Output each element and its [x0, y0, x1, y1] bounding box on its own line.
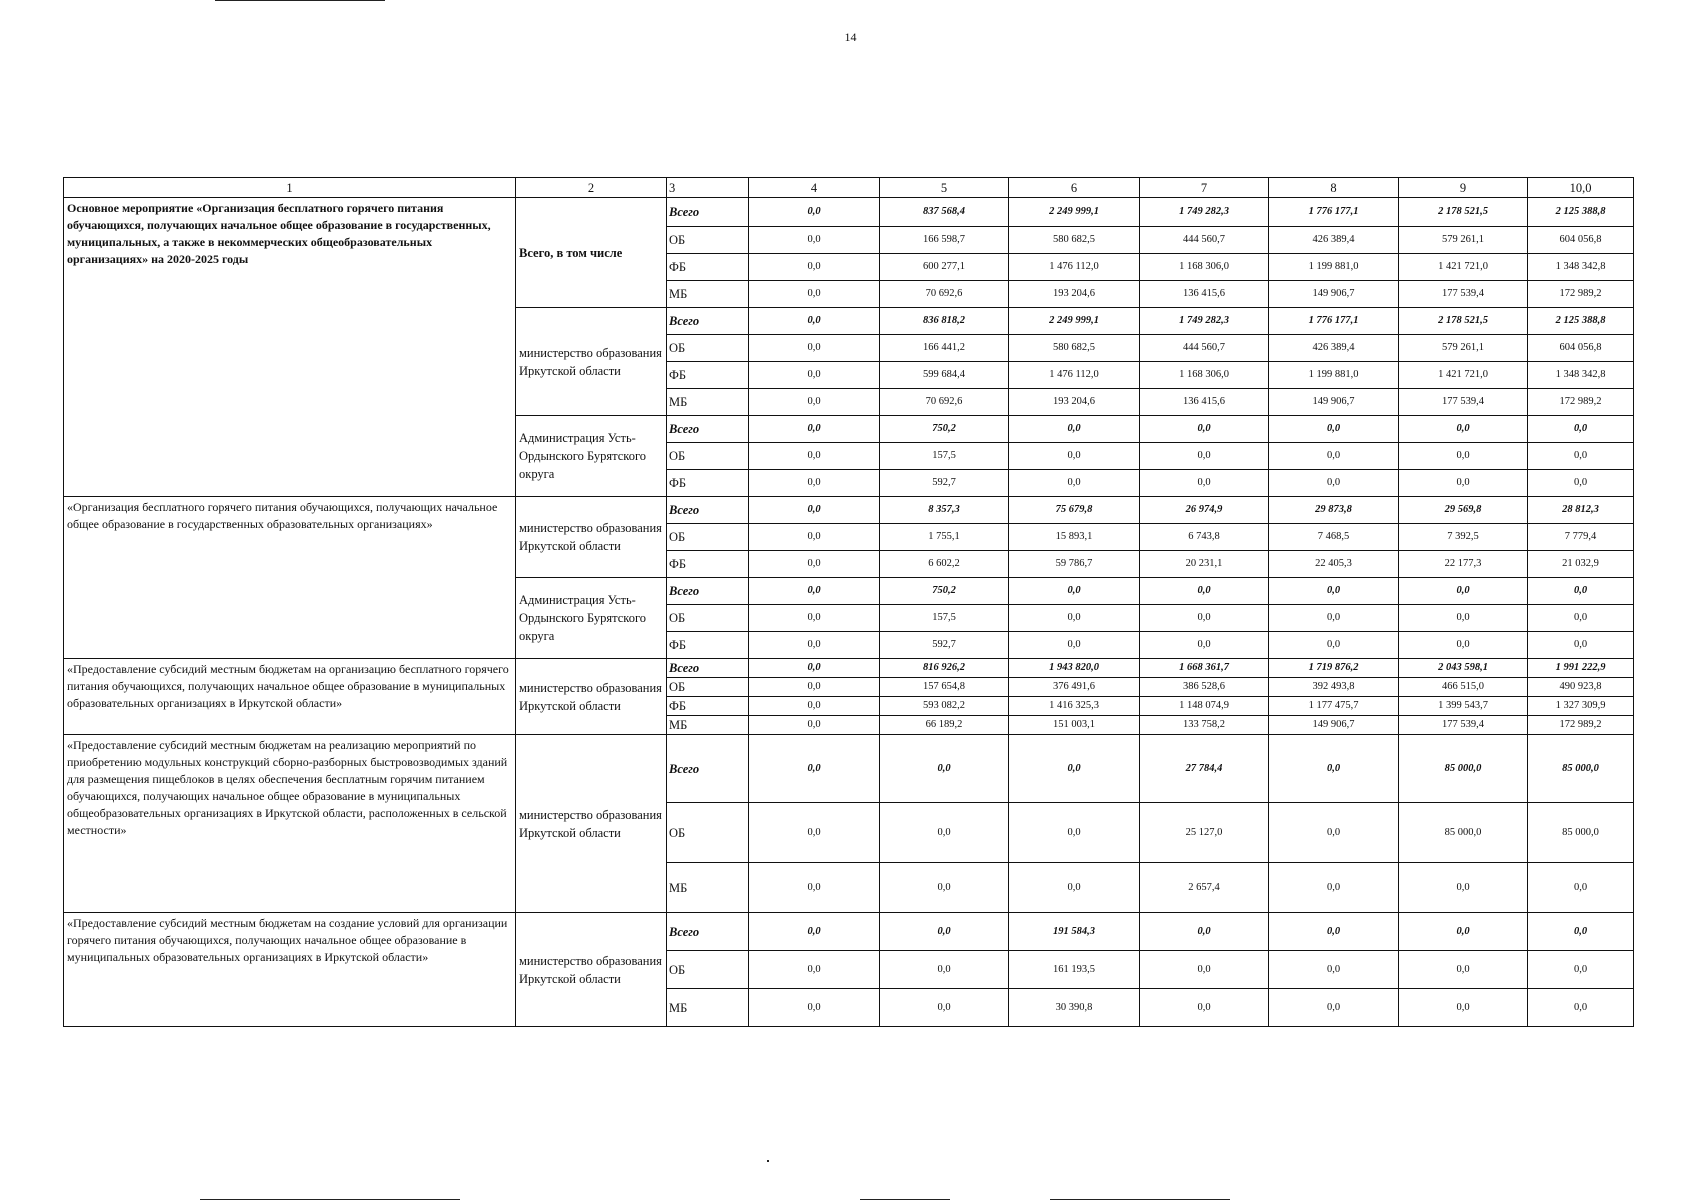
amount-cell: 7 779,4	[1528, 524, 1634, 551]
amount-cell: 25 127,0	[1140, 803, 1269, 863]
funding-source: ОБ	[667, 803, 749, 863]
amount-cell: 0,0	[749, 497, 880, 524]
amount-cell: 592,7	[880, 632, 1009, 659]
amount-cell: 0,0	[1009, 735, 1140, 803]
amount-cell: 75 679,8	[1009, 497, 1140, 524]
amount-cell: 0,0	[1009, 470, 1140, 497]
amount-cell: 157,5	[880, 443, 1009, 470]
funding-source: ОБ	[667, 951, 749, 989]
amount-cell: 0,0	[749, 281, 880, 308]
amount-cell: 0,0	[749, 863, 880, 913]
amount-cell: 70 692,6	[880, 389, 1009, 416]
scan-artifact	[215, 0, 385, 1]
funding-source: ФБ	[667, 551, 749, 578]
amount-cell: 85 000,0	[1528, 735, 1634, 803]
header-cell: 3	[667, 178, 749, 198]
amount-cell: 750,2	[880, 578, 1009, 605]
amount-cell: 1 776 177,1	[1269, 308, 1399, 335]
amount-cell: 0,0	[749, 389, 880, 416]
amount-cell: 392 493,8	[1269, 678, 1399, 697]
table-body	[64, 178, 1634, 1027]
amount-cell: 27 784,4	[1140, 735, 1269, 803]
table-header-row	[64, 178, 1634, 198]
amount-cell: 1 168 306,0	[1140, 254, 1269, 281]
measure-description: «Организация бесплатного горячего питания обучающихся, получающих начальное общее образование в государственных образовательных организациях»	[64, 497, 516, 659]
funding-source: ФБ	[667, 362, 749, 389]
amount-cell: 0,0	[1269, 951, 1399, 989]
amount-cell: 0,0	[1140, 605, 1269, 632]
executor-name: министерство образования Иркутской области	[516, 913, 667, 1027]
amount-cell: 0,0	[1140, 951, 1269, 989]
funding-source: ФБ	[667, 254, 749, 281]
amount-cell: 0,0	[749, 803, 880, 863]
funding-source: Всего	[667, 578, 749, 605]
amount-cell: 1 991 222,9	[1528, 659, 1634, 678]
funding-source: Всего	[667, 659, 749, 678]
funding-source: Всего	[667, 497, 749, 524]
amount-cell: 0,0	[880, 989, 1009, 1027]
amount-cell: 0,0	[1399, 913, 1528, 951]
amount-cell: 376 491,6	[1009, 678, 1140, 697]
amount-cell: 0,0	[1269, 605, 1399, 632]
amount-cell: 604 056,8	[1528, 335, 1634, 362]
executor-name: министерство образования Иркутской области	[516, 497, 667, 578]
amount-cell: 1 416 325,3	[1009, 697, 1140, 716]
amount-cell: 29 569,8	[1399, 497, 1528, 524]
funding-source: ОБ	[667, 335, 749, 362]
amount-cell: 0,0	[749, 335, 880, 362]
amount-cell: 2 043 598,1	[1399, 659, 1528, 678]
amount-cell: 0,0	[1528, 863, 1634, 913]
amount-cell: 1 327 309,9	[1528, 697, 1634, 716]
amount-cell: 837 568,4	[880, 198, 1009, 227]
amount-cell: 0,0	[749, 524, 880, 551]
amount-cell: 22 405,3	[1269, 551, 1399, 578]
amount-cell: 85 000,0	[1528, 803, 1634, 863]
funding-source: Всего	[667, 198, 749, 227]
amount-cell: 604 056,8	[1528, 227, 1634, 254]
amount-cell: 0,0	[880, 863, 1009, 913]
amount-cell: 0,0	[1009, 803, 1140, 863]
amount-cell: 2 249 999,1	[1009, 308, 1140, 335]
amount-cell: 426 389,4	[1269, 227, 1399, 254]
amount-cell: 0,0	[1269, 913, 1399, 951]
amount-cell: 177 539,4	[1399, 716, 1528, 735]
amount-cell: 166 598,7	[880, 227, 1009, 254]
amount-cell: 0,0	[1009, 443, 1140, 470]
funding-table	[63, 177, 1634, 1027]
amount-cell: 0,0	[1399, 989, 1528, 1027]
amount-cell: 0,0	[1399, 470, 1528, 497]
header-cell: 10,0	[1528, 178, 1634, 198]
amount-cell: 0,0	[1399, 416, 1528, 443]
funding-source: ОБ	[667, 524, 749, 551]
executor-name: министерство образования Иркутской области	[516, 308, 667, 416]
amount-cell: 1 199 881,0	[1269, 254, 1399, 281]
amount-cell: 426 389,4	[1269, 335, 1399, 362]
amount-cell: 0,0	[1269, 443, 1399, 470]
measure-description: Основное мероприятие «Организация бесплатного горячего питания обучающихся, получающих начальное общее образование в государственных, муниципальных, а также в некоммерческих общеобразовательных организациях» на 2020-2025 годы	[64, 198, 516, 497]
amount-cell: 0,0	[749, 227, 880, 254]
amount-cell: 599 684,4	[880, 362, 1009, 389]
amount-cell: 0,0	[1140, 578, 1269, 605]
header-cell: 8	[1269, 178, 1399, 198]
amount-cell: 149 906,7	[1269, 281, 1399, 308]
amount-cell: 2 657,4	[1140, 863, 1269, 913]
amount-cell: 0,0	[749, 443, 880, 470]
amount-cell: 177 539,4	[1399, 281, 1528, 308]
amount-cell: 0,0	[749, 678, 880, 697]
amount-cell: 0,0	[1009, 632, 1140, 659]
amount-cell: 0,0	[749, 632, 880, 659]
funding-source: ОБ	[667, 227, 749, 254]
amount-cell: 0,0	[1528, 416, 1634, 443]
amount-cell: 0,0	[1269, 470, 1399, 497]
amount-cell: 7 392,5	[1399, 524, 1528, 551]
header-cell: 6	[1009, 178, 1140, 198]
amount-cell: 28 812,3	[1528, 497, 1634, 524]
amount-cell: 136 415,6	[1140, 281, 1269, 308]
amount-cell: 166 441,2	[880, 335, 1009, 362]
amount-cell: 70 692,6	[880, 281, 1009, 308]
amount-cell: 1 168 306,0	[1140, 362, 1269, 389]
amount-cell: 0,0	[1528, 578, 1634, 605]
amount-cell: 1 177 475,7	[1269, 697, 1399, 716]
amount-cell: 580 682,5	[1009, 227, 1140, 254]
amount-cell: 157 654,8	[880, 678, 1009, 697]
funding-source: ОБ	[667, 605, 749, 632]
amount-cell: 1 776 177,1	[1269, 198, 1399, 227]
amount-cell: 29 873,8	[1269, 497, 1399, 524]
executor-name: Всего, в том числе	[516, 198, 667, 308]
amount-cell: 579 261,1	[1399, 227, 1528, 254]
amount-cell: 444 560,7	[1140, 335, 1269, 362]
table-row	[64, 659, 1634, 678]
amount-cell: 0,0	[749, 470, 880, 497]
amount-cell: 0,0	[1528, 470, 1634, 497]
amount-cell: 0,0	[1399, 632, 1528, 659]
amount-cell: 0,0	[880, 735, 1009, 803]
amount-cell: 7 468,5	[1269, 524, 1399, 551]
amount-cell: 490 923,8	[1528, 678, 1634, 697]
amount-cell: 191 584,3	[1009, 913, 1140, 951]
amount-cell: 0,0	[749, 659, 880, 678]
amount-cell: 0,0	[1528, 951, 1634, 989]
funding-source: ФБ	[667, 632, 749, 659]
amount-cell: 0,0	[1269, 803, 1399, 863]
amount-cell: 0,0	[1269, 989, 1399, 1027]
amount-cell: 0,0	[1528, 989, 1634, 1027]
amount-cell: 6 743,8	[1140, 524, 1269, 551]
amount-cell: 172 989,2	[1528, 716, 1634, 735]
table-row	[64, 497, 1634, 524]
funding-source: ОБ	[667, 678, 749, 697]
table-row	[64, 913, 1634, 951]
amount-cell: 1 749 282,3	[1140, 308, 1269, 335]
amount-cell: 2 178 521,5	[1399, 198, 1528, 227]
measure-description: «Предоставление субсидий местным бюджетам на организацию бесплатного горячего питания обучающихся, получающих начальное общее образование в муниципальных образовательных организациях в Иркутской области»	[64, 659, 516, 735]
amount-cell: 0,0	[1140, 632, 1269, 659]
executor-name: министерство образования Иркутской области	[516, 659, 667, 735]
amount-cell: 59 786,7	[1009, 551, 1140, 578]
amount-cell: 579 261,1	[1399, 335, 1528, 362]
amount-cell: 149 906,7	[1269, 389, 1399, 416]
amount-cell: 0,0	[749, 605, 880, 632]
amount-cell: 600 277,1	[880, 254, 1009, 281]
amount-cell: 386 528,6	[1140, 678, 1269, 697]
amount-cell: 0,0	[1009, 863, 1140, 913]
amount-cell: 15 893,1	[1009, 524, 1140, 551]
amount-cell: 0,0	[749, 308, 880, 335]
amount-cell: 172 989,2	[1528, 389, 1634, 416]
amount-cell: 1 749 282,3	[1140, 198, 1269, 227]
amount-cell: 8 357,3	[880, 497, 1009, 524]
amount-cell: 1 421 721,0	[1399, 254, 1528, 281]
amount-cell: 0,0	[1399, 863, 1528, 913]
amount-cell: 1 755,1	[880, 524, 1009, 551]
amount-cell: 836 818,2	[880, 308, 1009, 335]
amount-cell: 0,0	[749, 697, 880, 716]
funding-source: Всего	[667, 913, 749, 951]
amount-cell: 593 082,2	[880, 697, 1009, 716]
amount-cell: 1 943 820,0	[1009, 659, 1140, 678]
executor-name: Администрация Усть-Ордынского Бурятского округа	[516, 578, 667, 659]
amount-cell: 0,0	[1009, 578, 1140, 605]
funding-source: МБ	[667, 281, 749, 308]
amount-cell: 580 682,5	[1009, 335, 1140, 362]
executor-name: министерство образования Иркутской области	[516, 735, 667, 913]
amount-cell: 0,0	[1009, 416, 1140, 443]
amount-cell: 1 476 112,0	[1009, 362, 1140, 389]
funding-source: МБ	[667, 863, 749, 913]
amount-cell: 0,0	[1528, 443, 1634, 470]
amount-cell: 0,0	[749, 416, 880, 443]
amount-cell: 0,0	[1009, 605, 1140, 632]
amount-cell: 0,0	[880, 951, 1009, 989]
amount-cell: 466 515,0	[1399, 678, 1528, 697]
amount-cell: 0,0	[1140, 989, 1269, 1027]
amount-cell: 85 000,0	[1399, 735, 1528, 803]
amount-cell: 0,0	[1399, 578, 1528, 605]
funding-source: ФБ	[667, 470, 749, 497]
funding-source: МБ	[667, 389, 749, 416]
amount-cell: 1 421 721,0	[1399, 362, 1528, 389]
amount-cell: 444 560,7	[1140, 227, 1269, 254]
amount-cell: 20 231,1	[1140, 551, 1269, 578]
amount-cell: 133 758,2	[1140, 716, 1269, 735]
amount-cell: 0,0	[749, 735, 880, 803]
page-number: 14	[844, 30, 857, 44]
amount-cell: 21 032,9	[1528, 551, 1634, 578]
header-cell: 4	[749, 178, 880, 198]
amount-cell: 0,0	[749, 362, 880, 389]
amount-cell: 816 926,2	[880, 659, 1009, 678]
amount-cell: 1 399 543,7	[1399, 697, 1528, 716]
amount-cell: 0,0	[1269, 416, 1399, 443]
amount-cell: 0,0	[749, 989, 880, 1027]
amount-cell: 172 989,2	[1528, 281, 1634, 308]
amount-cell: 30 390,8	[1009, 989, 1140, 1027]
amount-cell: 193 204,6	[1009, 389, 1140, 416]
amount-cell: 136 415,6	[1140, 389, 1269, 416]
amount-cell: 0,0	[880, 913, 1009, 951]
header-cell: 9	[1399, 178, 1528, 198]
amount-cell: 0,0	[749, 578, 880, 605]
header-cell: 2	[516, 178, 667, 198]
amount-cell: 0,0	[1528, 913, 1634, 951]
funding-source: ОБ	[667, 443, 749, 470]
amount-cell: 0,0	[1269, 578, 1399, 605]
amount-cell: 151 003,1	[1009, 716, 1140, 735]
amount-cell: 161 193,5	[1009, 951, 1140, 989]
amount-cell: 1 476 112,0	[1009, 254, 1140, 281]
amount-cell: 0,0	[1399, 605, 1528, 632]
funding-source: ФБ	[667, 697, 749, 716]
amount-cell: 66 189,2	[880, 716, 1009, 735]
funding-source: Всего	[667, 735, 749, 803]
amount-cell: 149 906,7	[1269, 716, 1399, 735]
amount-cell: 6 602,2	[880, 551, 1009, 578]
funding-source: Всего	[667, 308, 749, 335]
header-cell: 5	[880, 178, 1009, 198]
amount-cell: 0,0	[749, 551, 880, 578]
amount-cell: 177 539,4	[1399, 389, 1528, 416]
amount-cell: 1 199 881,0	[1269, 362, 1399, 389]
amount-cell: 750,2	[880, 416, 1009, 443]
executor-name: Администрация Усть-Ордынского Бурятского округа	[516, 416, 667, 497]
amount-cell: 0,0	[1269, 735, 1399, 803]
amount-cell: 0,0	[1528, 605, 1634, 632]
amount-cell: 0,0	[1528, 632, 1634, 659]
amount-cell: 22 177,3	[1399, 551, 1528, 578]
amount-cell: 1 668 361,7	[1140, 659, 1269, 678]
funding-source: МБ	[667, 989, 749, 1027]
amount-cell: 0,0	[1399, 443, 1528, 470]
amount-cell: 0,0	[1140, 443, 1269, 470]
amount-cell: 0,0	[749, 198, 880, 227]
header-cell: 7	[1140, 178, 1269, 198]
table-row	[64, 735, 1634, 803]
amount-cell: 0,0	[1269, 863, 1399, 913]
amount-cell: 0,0	[1269, 632, 1399, 659]
amount-cell: 0,0	[749, 254, 880, 281]
funding-source: МБ	[667, 716, 749, 735]
amount-cell: 592,7	[880, 470, 1009, 497]
amount-cell: 0,0	[1140, 913, 1269, 951]
amount-cell: 0,0	[749, 913, 880, 951]
amount-cell: 0,0	[1140, 470, 1269, 497]
amount-cell: 0,0	[1140, 416, 1269, 443]
table-row	[64, 198, 1634, 227]
amount-cell: 0,0	[749, 716, 880, 735]
amount-cell: 1 348 342,8	[1528, 362, 1634, 389]
measure-description: «Предоставление субсидий местным бюджетам на реализацию мероприятий по приобретению модульных конструкций сборно-разборных быстровозводимых зданий для размещения пищеблоков в целях обеспечения бесплатным горячим питанием обучающихся, получающих начальное общее образование в муниципальных общеобразовательных организациях в Иркутской области, расположенных в сельской местности»	[64, 735, 516, 913]
amount-cell: 2 125 388,8	[1528, 308, 1634, 335]
amount-cell: 1 719 876,2	[1269, 659, 1399, 678]
amount-cell: 1 148 074,9	[1140, 697, 1269, 716]
amount-cell: 2 125 388,8	[1528, 198, 1634, 227]
amount-cell: 85 000,0	[1399, 803, 1528, 863]
amount-cell: 26 974,9	[1140, 497, 1269, 524]
amount-cell: 2 249 999,1	[1009, 198, 1140, 227]
header-cell: 1	[64, 178, 516, 198]
amount-cell: 0,0	[880, 803, 1009, 863]
funding-source: Всего	[667, 416, 749, 443]
amount-cell: 0,0	[1399, 951, 1528, 989]
amount-cell: 1 348 342,8	[1528, 254, 1634, 281]
measure-description: «Предоставление субсидий местным бюджетам на создание условий для организации горячего питания обучающихся, получающих начальное общее образование в муниципальных образовательных организациях в Иркутской области»	[64, 913, 516, 1027]
amount-cell: 157,5	[880, 605, 1009, 632]
amount-cell: 193 204,6	[1009, 281, 1140, 308]
amount-cell: 0,0	[749, 951, 880, 989]
amount-cell: 2 178 521,5	[1399, 308, 1528, 335]
scan-artifact	[767, 1160, 769, 1162]
